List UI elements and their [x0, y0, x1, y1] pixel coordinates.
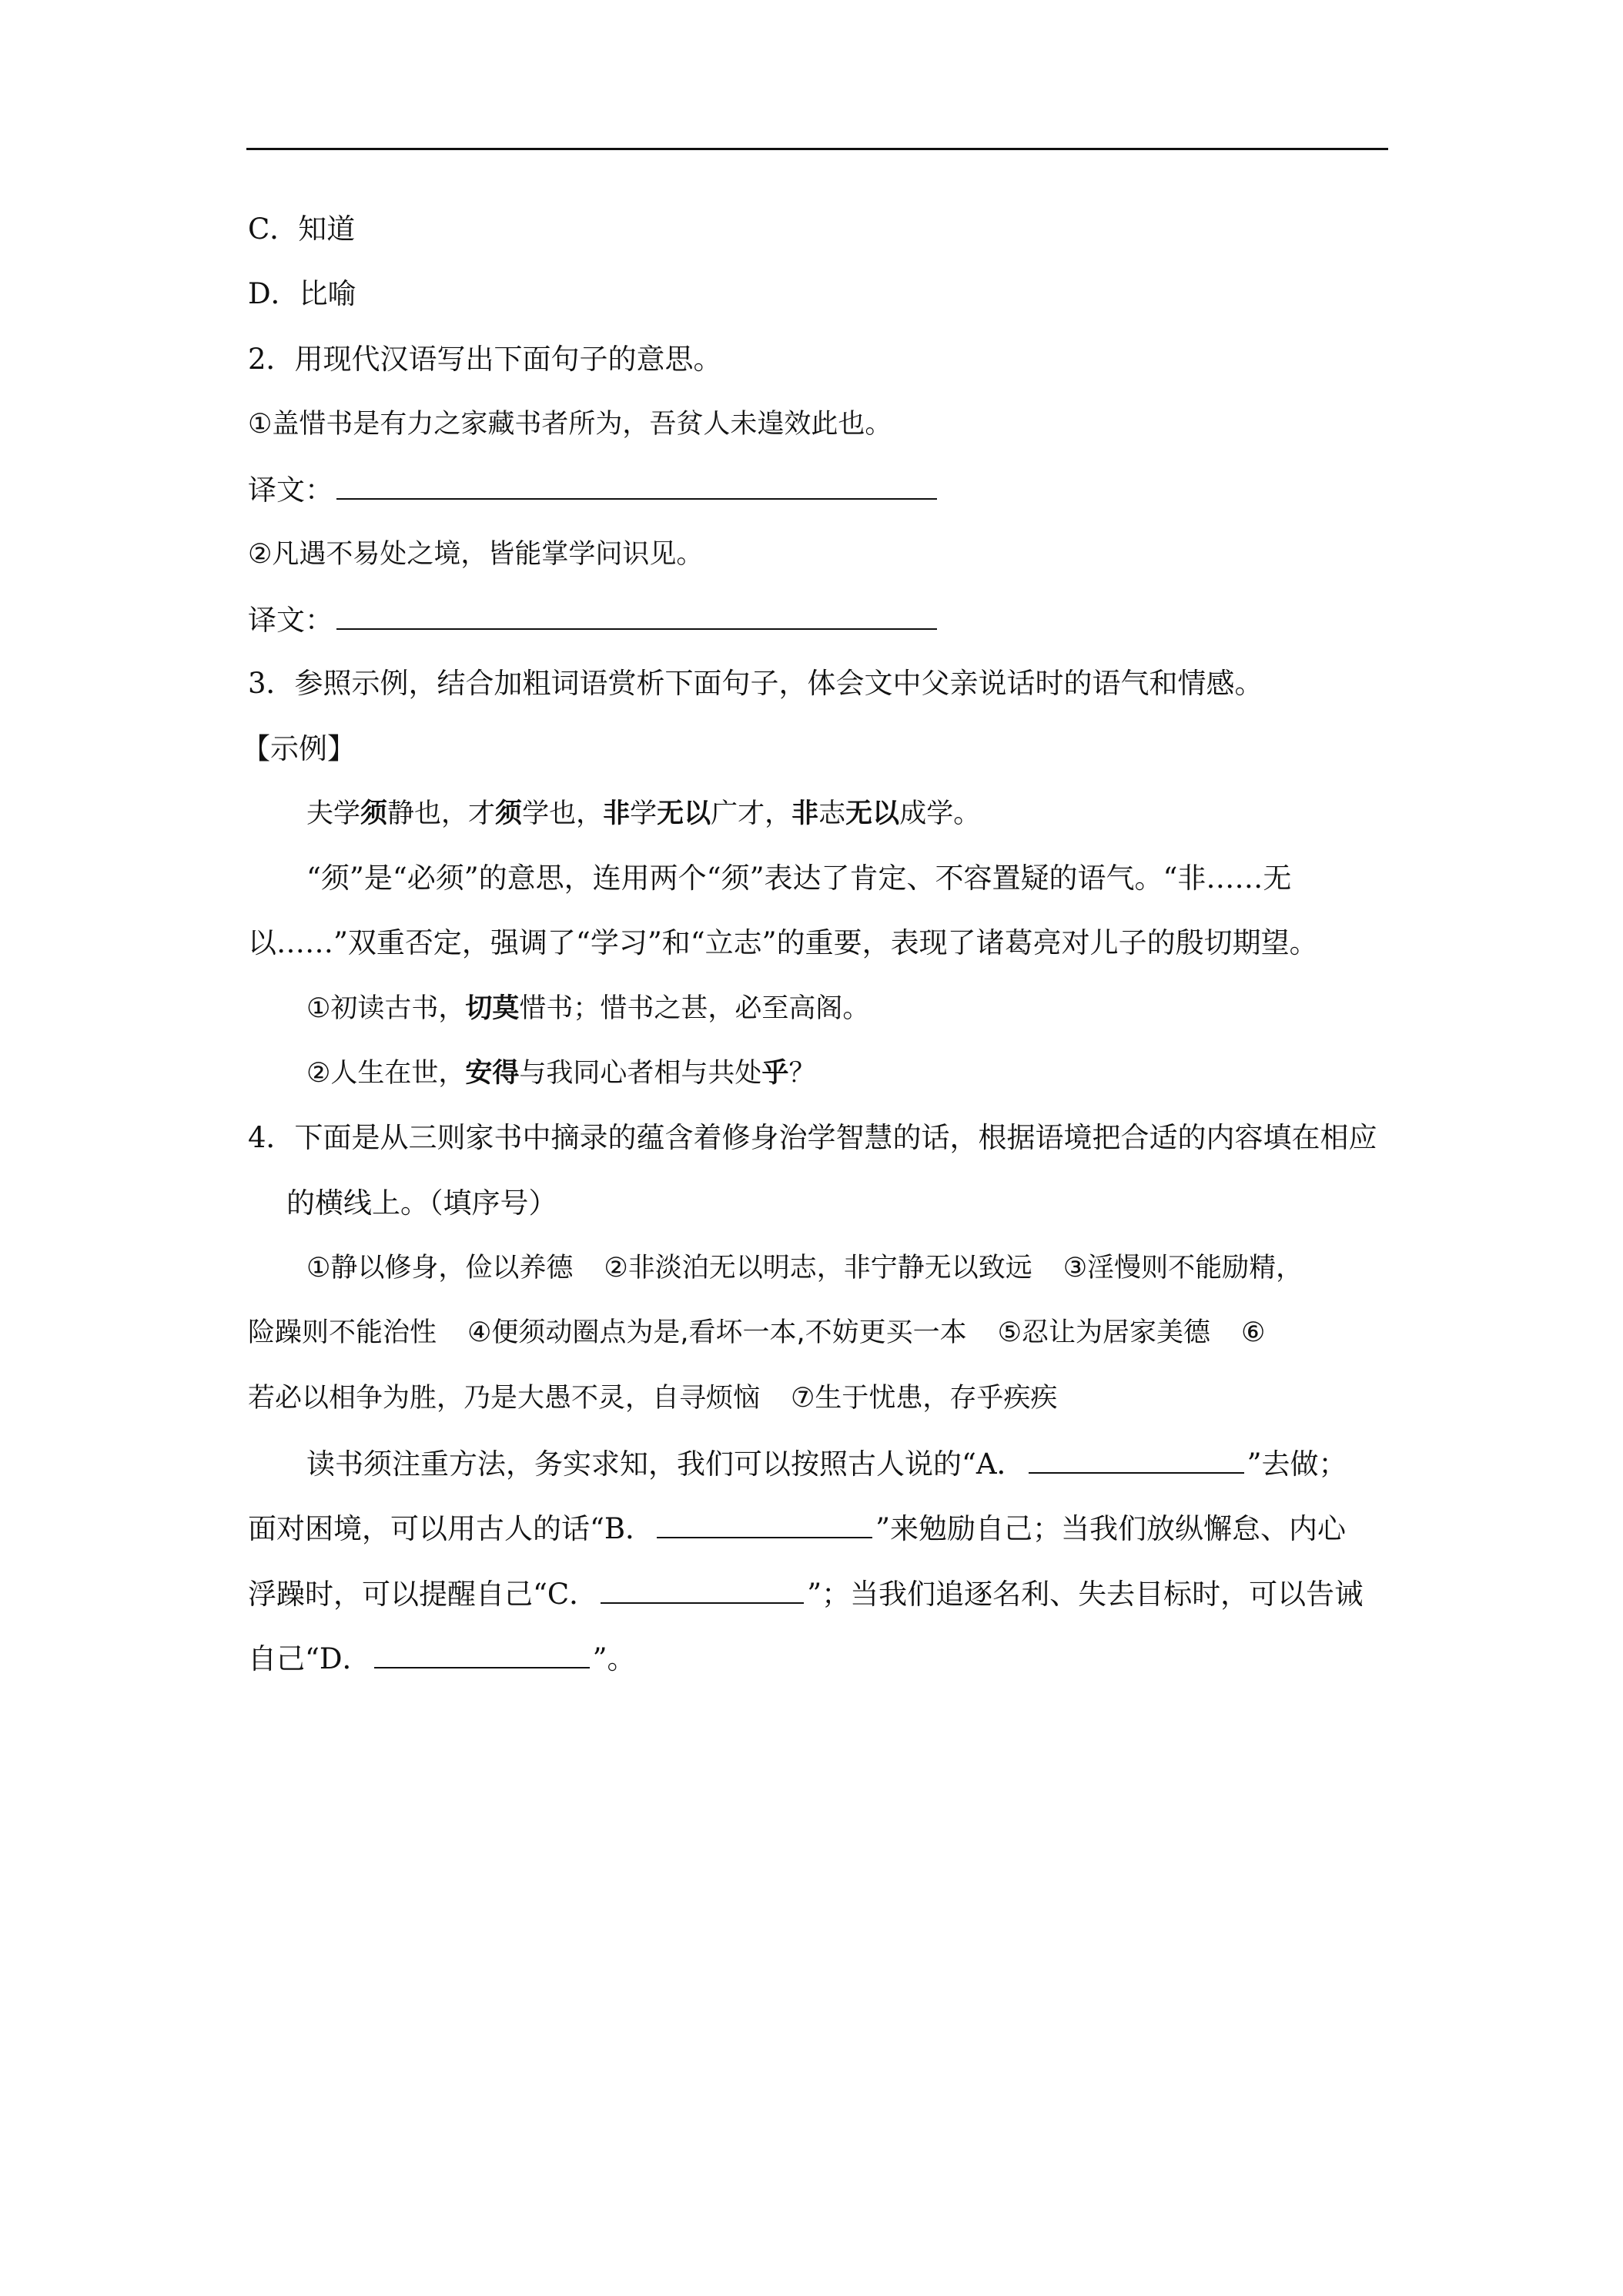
sentence-part: ②人生在世，: [306, 1058, 466, 1089]
question-2-sentence-2: ②凡遇不易处之境，皆能掌学问识见。: [248, 539, 704, 570]
quote-item: ⑤忍让为居家美德: [997, 1317, 1211, 1348]
question-4-stem-line-1: 4．下面是从三则家书中摘录的蕴含着修身治学智慧的话，根据语境把合适的内容填在相应: [248, 1121, 1377, 1154]
sentence-part: ①初读古书，: [306, 993, 466, 1024]
example-analysis-line-2: 以……”双重否定，强调了“学习”和“立志”的重要，表现了诸葛亮对儿子的殷切期望。: [248, 926, 1318, 959]
quote-item: ⑥: [1241, 1317, 1266, 1348]
quotes-line-2: [248, 1314, 1265, 1351]
bold-word: 非: [791, 798, 819, 829]
example-part: 成学。: [899, 798, 981, 829]
translation-label: 译文：: [248, 474, 333, 507]
answer-blank-a[interactable]: [1029, 1444, 1244, 1474]
translation-line-1: [248, 470, 940, 509]
bold-word: 切莫: [465, 993, 520, 1024]
example-part: 静也，才: [387, 798, 496, 829]
quote-item: 险躁则不能治性: [248, 1317, 437, 1348]
quote-item: ⑦生于忧患，存乎疾疾: [791, 1383, 1058, 1414]
quote-item: ④便须动圈点为是,看坏一本,不妨更买一本: [467, 1317, 967, 1348]
question-3-stem: 3．参照示例，结合加粗词语赏析下面句子，体会文中父亲说话时的语气和情感。: [248, 667, 1263, 700]
translation-label: 译文：: [248, 604, 333, 637]
quote-item: ③淫慢则不能励精，: [1062, 1253, 1303, 1284]
paragraph-text: 面对困境，可以用古人的话“B．: [248, 1512, 654, 1545]
question-4-stem-line-2: 的横线上。（填序号）: [286, 1186, 557, 1220]
paragraph-text: ”；当我们追逐名利、失去目标时，可以告诫: [807, 1578, 1364, 1611]
fill-paragraph-line-3: [248, 1575, 1363, 1613]
answer-blank[interactable]: [336, 601, 937, 630]
paragraph-text: ”来勉励自己；当我们放纵懈怠、内心: [875, 1512, 1347, 1545]
translation-line-2: [248, 601, 940, 639]
quote-item: 若必以相争为胜，乃是大愚不灵，自寻烦恼: [248, 1383, 761, 1414]
paragraph-text: 浮躁时，可以提醒自己“C．: [248, 1578, 598, 1611]
fill-paragraph-line-2: [248, 1509, 1346, 1548]
answer-blank-d[interactable]: [374, 1639, 590, 1668]
question-3-sentence-2: [306, 1055, 815, 1092]
paragraph-text: ”。: [592, 1642, 636, 1675]
example-part: 夫学: [306, 798, 361, 829]
sentence-part: 与我同心者相与共处: [519, 1058, 762, 1089]
quote-item: ①静以修身，俭以养德: [306, 1253, 574, 1284]
sentence-part: ？: [788, 1058, 816, 1089]
bold-word: 安得: [465, 1058, 520, 1089]
bold-word: 无以: [845, 798, 900, 829]
option-c: C．知道: [248, 213, 356, 246]
question-2-sentence-1: ①盖惜书是有力之家藏书者所为，吾贫人未遑效此也。: [248, 409, 892, 440]
bold-word: 须: [495, 798, 523, 829]
fill-paragraph-line-1: [306, 1444, 1347, 1483]
answer-blank[interactable]: [336, 470, 937, 500]
header-rule: [246, 148, 1388, 150]
answer-blank-b[interactable]: [657, 1509, 872, 1538]
bold-word: 乎: [761, 1058, 789, 1089]
option-d: D．比喻: [248, 277, 356, 310]
question-2-stem: 2．用现代汉语写出下面句子的意思。: [248, 343, 722, 376]
quotes-line-1: [306, 1250, 1303, 1287]
example-part: 学也，: [522, 798, 604, 829]
bold-word: 须: [360, 798, 388, 829]
quote-item: ②非淡泊无以明志，非宁静无以致远: [604, 1253, 1032, 1284]
quotes-line-3: [248, 1380, 1057, 1417]
question-3-sentence-1: [306, 990, 869, 1027]
paragraph-text: ”去做；: [1247, 1448, 1347, 1481]
fill-paragraph-line-4: [248, 1639, 636, 1678]
paragraph-text: 读书须注重方法，务实求知，我们可以按照古人说的“A．: [306, 1448, 1026, 1481]
example-part: 广才，: [711, 798, 792, 829]
sentence-part: 惜书；惜书之甚，必至高阁。: [519, 993, 870, 1024]
example-label: 【示例】: [242, 732, 356, 765]
example-analysis-line-1: “须”是“必须”的意思，连用两个“须”表达了肯定、不容置疑的语气。“非……无: [306, 862, 1292, 895]
example-sentence: [306, 795, 980, 832]
example-part: 志: [818, 798, 846, 829]
bold-word: 无以: [657, 798, 711, 829]
paragraph-text: 自己“D．: [248, 1642, 371, 1675]
example-part: 学: [630, 798, 658, 829]
bold-word: 非: [603, 798, 631, 829]
answer-blank-c[interactable]: [601, 1575, 804, 1604]
